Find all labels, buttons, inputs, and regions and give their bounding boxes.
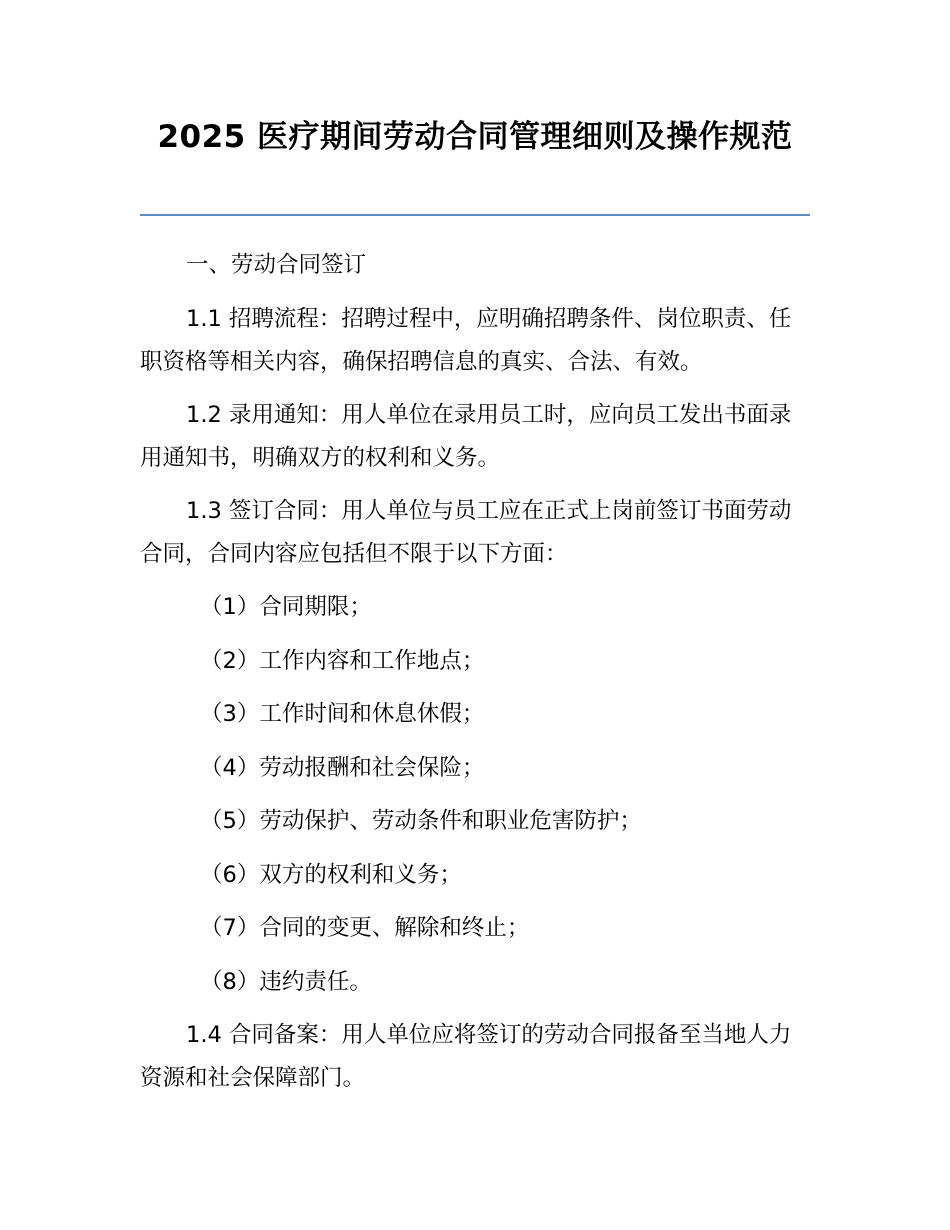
paragraph-offer-notice: 1.2 录用通知：用人单位在录用员工时，应向员工发出书面录用通知书，明确双方的权利和义务。 — [140, 402, 792, 471]
list-item: （1）合同期限； — [200, 594, 372, 620]
paragraph-sign-contract: 1.3 签订合同：用人单位与员工应在正式上岗前签订书面劳动合同，合同内容应包括但不限于以下方面： — [140, 498, 792, 567]
list-item: （4）劳动报酬和社会保险； — [200, 754, 485, 781]
paragraph-contract-filing: 1.4 合同备案：用人单位应将签订的劳动合同报备至当地人力资源和社会保障部门。 — [140, 1022, 792, 1091]
title-underline — [140, 214, 810, 216]
contract-items-list — [140, 586, 810, 1004]
list-item: （6）双方的权利和义务； — [200, 861, 462, 888]
document-body — [140, 244, 810, 1110]
list-item: （8）违约责任。 — [200, 968, 372, 995]
section-heading: 一、劳动合同签订 — [186, 252, 367, 278]
list-item: （2）工作内容和工作地点； — [200, 647, 485, 674]
list-item: （7）合同的变更、解除和终止； — [200, 915, 530, 941]
list-item: （5）劳动保护、劳动条件和职业危害防护； — [200, 808, 642, 834]
document-title: 2025 医疗期间劳动合同管理细则及操作规范 — [157, 119, 793, 155]
list-item: （3）工作时间和休息休假； — [200, 701, 485, 727]
paragraph-recruitment: 1.1 招聘流程：招聘过程中，应明确招聘条件、岗位职责、任职资格等相关内容，确保招聘信息的真实、合法、有效。 — [140, 306, 792, 375]
